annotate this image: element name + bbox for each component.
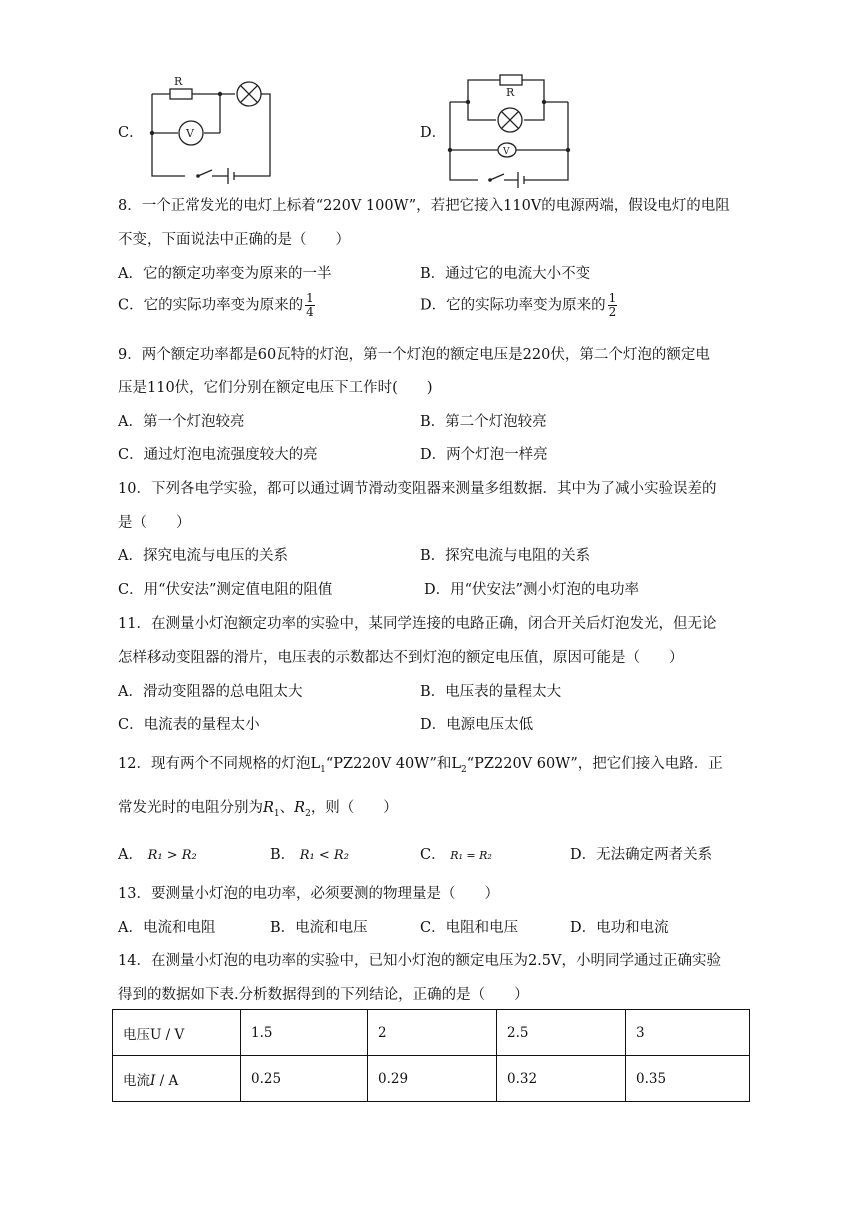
table-cell: 0.25 [241, 1056, 368, 1102]
table-cell: 电流I / A [113, 1056, 241, 1102]
option-text: C．它的实际功率变为原来的 [118, 297, 304, 314]
option-b[interactable]: B． R₁ < R₂ [270, 847, 349, 863]
question-stem: 怎样移动变阻器的滑片，电压表的示数都达不到灯泡的额定电压值，原因可能是（ ） [118, 650, 684, 666]
option-a[interactable]: A．第一个灯泡较亮 [118, 414, 245, 430]
question-stem: 不变，下面说法中正确的是（ ） [118, 232, 350, 248]
table-cell: 0.29 [368, 1056, 497, 1102]
option-b[interactable]: B．电流和电压 [270, 920, 368, 936]
option-d[interactable]: D．电源电压太低 [420, 717, 534, 733]
option-a[interactable]: A．滑动变阻器的总电阻太大 [118, 684, 303, 700]
question-stem: 14．在测量小灯泡的电功率的实验中，已知小灯泡的额定电压为2.5V，小明同学通过正确实验 [118, 953, 721, 969]
option-b[interactable]: B．第二个灯泡较亮 [420, 414, 547, 430]
resistor-label: R [506, 86, 515, 99]
fraction: $\frac{1}{4}$ [306, 291, 314, 319]
option-d[interactable]: D．无法确定两者关系 [570, 847, 713, 863]
option-c[interactable]: C．电阻和电压 [420, 920, 519, 936]
option-c[interactable]: C．用“伏安法”测定值电阻的阻值 [118, 582, 333, 598]
option-d[interactable]: D．两个灯泡一样亮 [420, 447, 548, 463]
option-c-label: C． [118, 125, 144, 141]
circuit-diagram-c [140, 72, 280, 187]
voltmeter-label: V [503, 147, 510, 157]
option-b[interactable]: B．通过它的电流大小不变 [420, 266, 591, 282]
table-cell: 0.32 [497, 1056, 626, 1102]
table-row [113, 1010, 750, 1056]
question-stem: 13．要测量小灯泡的电功率，必须要测的物理量是（ ） [118, 886, 499, 902]
question-stem: 得到的数据如下表.分析数据得到的下列结论，正确的是（ ） [118, 987, 529, 1003]
option-c[interactable]: C．通过灯泡电流强度较大的亮 [118, 447, 318, 463]
voltmeter-label: V [186, 127, 194, 140]
question-stem: 9．两个额定功率都是60瓦特的灯泡，第一个灯泡的额定电压是220伏，第二个灯泡的额定电 [118, 347, 710, 363]
option-b[interactable]: B．探究电流与电阻的关系 [420, 548, 591, 564]
question-stem: 8．一个正常发光的电灯上标着“220V 100W”，若把它接入110V的电源两端，假设电灯的电阻 [118, 198, 730, 214]
option-a[interactable]: A．它的额定功率变为原来的一半 [118, 266, 332, 282]
question-stem: 是（ ） [118, 515, 191, 531]
option-d[interactable] [420, 292, 619, 319]
option-d[interactable]: D．用“伏安法”测小灯泡的电功率 [424, 582, 639, 598]
option-text: D．它的实际功率变为原来的 [420, 297, 606, 314]
table-row [113, 1056, 750, 1102]
fraction: $\frac{1}{2}$ [608, 291, 617, 319]
question-stem: 压是110伏，它们分别在额定电压下工作时( ) [118, 380, 433, 396]
option-c[interactable] [118, 292, 317, 319]
table-cell: 2.5 [497, 1010, 626, 1056]
question-stem: 10．下列各电学实验，都可以通过调节滑动变阻器来测量多组数据．其中为了减小实验误差的 [118, 481, 717, 497]
option-c[interactable]: C． R₁ = R₂ [420, 847, 492, 863]
resistor-label: R [174, 75, 183, 88]
option-c[interactable]: C．电流表的量程太小 [118, 717, 260, 733]
table-cell: 电压U / V [113, 1010, 241, 1056]
option-a[interactable]: A． R₁ > R₂ [118, 847, 197, 863]
option-d[interactable]: D．电功和电流 [570, 920, 669, 936]
option-b[interactable]: B．电压表的量程太大 [420, 684, 562, 700]
option-a[interactable]: A．探究电流与电压的关系 [118, 548, 288, 564]
table-cell: 2 [368, 1010, 497, 1056]
table-cell: 1.5 [241, 1010, 368, 1056]
question-stem: 常发光时的电阻分别为$R_1$、$R_2$，则（ ） [118, 800, 398, 819]
circuit-diagram-d [440, 72, 580, 187]
option-a[interactable]: A．电流和电阻 [118, 920, 216, 936]
table-cell: 0.35 [626, 1056, 750, 1102]
option-d-label: D． [420, 125, 447, 141]
table-cell: 3 [626, 1010, 750, 1056]
data-table [112, 1009, 750, 1102]
question-stem: 12．现有两个不同规格的灯泡$L_1“PZ220V$ 40W”和$L_2“PZ220V$ 60W”，把它们接入电路．正 [118, 756, 723, 775]
question-stem: 11．在测量小灯泡额定功率的实验中，某同学连接的电路正确，闭合开关后灯泡发光，但无论 [118, 616, 717, 632]
